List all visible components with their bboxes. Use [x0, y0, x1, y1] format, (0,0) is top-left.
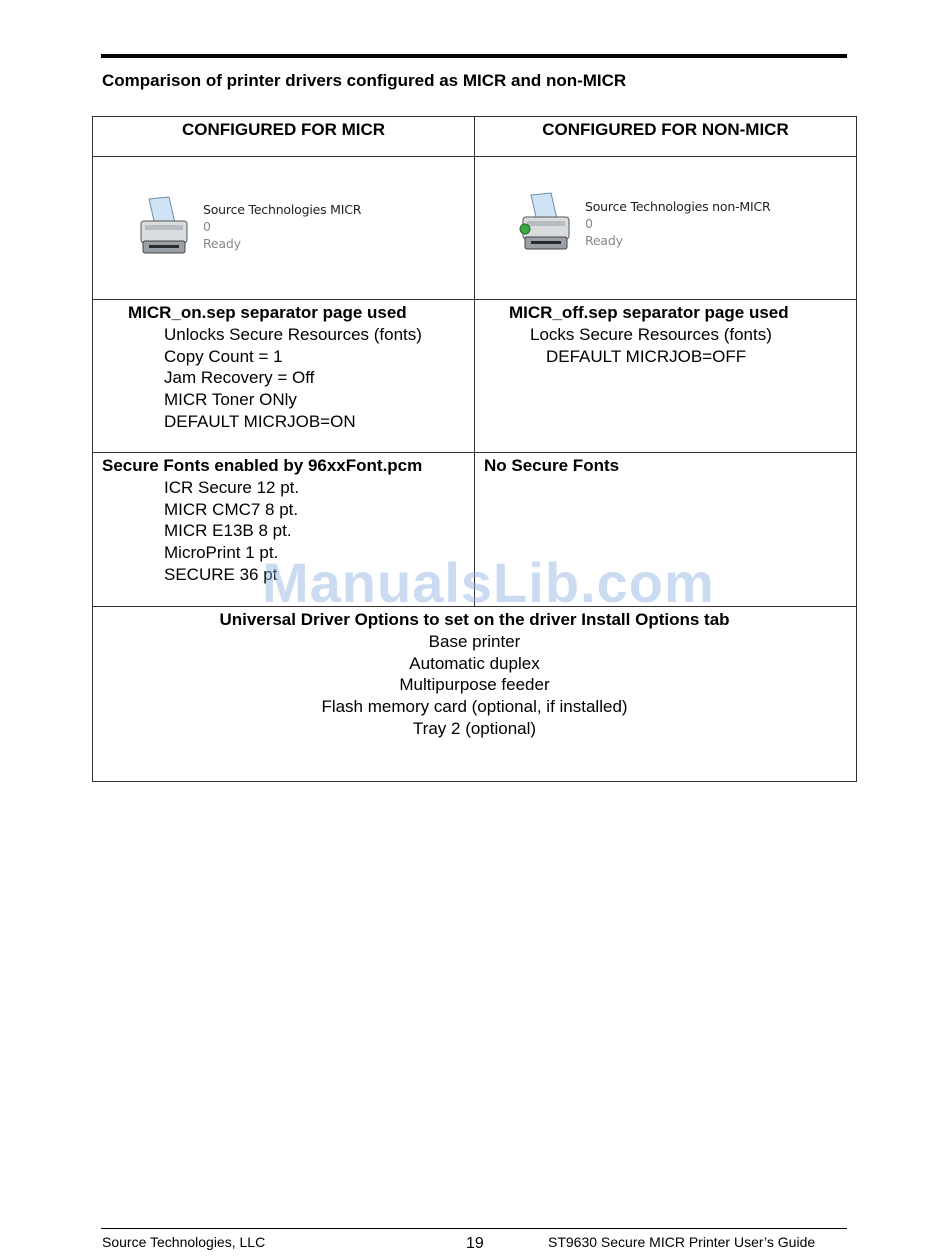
ready-indicator-icon [520, 224, 530, 234]
printer-icon [135, 195, 193, 259]
font-item: MicroPrint 1 pt. [164, 543, 279, 563]
universal-item: Base printer [428, 631, 521, 651]
separator-row [93, 300, 857, 453]
fonts-cell-micr [93, 453, 475, 607]
fonts-heading: Secure Fonts enabled by 96xxFont.pcm [102, 456, 423, 475]
font-item: ICR Secure 12 pt. [164, 477, 300, 497]
header-row [93, 117, 857, 157]
separator-item: DEFAULT MICRJOB=OFF [546, 346, 747, 366]
separator-cell-non-micr [475, 300, 857, 453]
top-rule [101, 54, 847, 58]
font-item: MICR CMC7 8 pt. [164, 499, 299, 519]
printer-count: 0 [585, 216, 593, 231]
universal-item: Multipurpose feeder [399, 675, 550, 695]
separator-item: Jam Recovery = Off [164, 368, 315, 388]
separator-item: Copy Count = 1 [164, 346, 283, 366]
fonts-cell-non-micr [475, 453, 857, 607]
separator-item: DEFAULT MICRJOB=ON [164, 411, 356, 431]
printer-status: Ready [203, 236, 241, 251]
separator-cell-micr [93, 300, 475, 453]
universal-item: Automatic duplex [409, 653, 540, 673]
universal-item: Flash memory card (optional, if installed) [321, 697, 628, 717]
section-title: Comparison of printer drivers configured as MICR and non-MICR [102, 71, 627, 90]
separator-heading: MICR_off.sep separator page used [509, 303, 789, 322]
printer-cell-non-micr [475, 157, 857, 300]
footer-company: Source Technologies, LLC [102, 1234, 266, 1250]
bottom-rule [101, 1228, 847, 1229]
comparison-table [92, 116, 857, 782]
universal-heading: Universal Driver Options to set on the driver Install Options tab [219, 610, 730, 629]
printer-icon [517, 191, 575, 255]
footer-guide-title: ST9630 Secure MICR Printer User’s Guide [548, 1234, 816, 1250]
printer-name: Source Technologies non-MICR [585, 199, 771, 214]
font-item: MICR E13B 8 pt. [164, 521, 292, 541]
separator-item: MICR Toner ONly [164, 390, 297, 410]
printer-name: Source Technologies MICR [203, 202, 362, 217]
page-number: 19 [466, 1235, 484, 1252]
separator-item: Locks Secure Resources (fonts) [530, 324, 772, 344]
header-micr: CONFIGURED FOR MICR [93, 117, 475, 157]
universal-options-cell [93, 607, 857, 782]
separator-heading: MICR_on.sep separator page used [128, 303, 407, 322]
universal-item: Tray 2 (optional) [412, 718, 537, 738]
header-non-micr: CONFIGURED FOR NON-MICR [475, 117, 857, 157]
fonts-row [93, 453, 857, 607]
printer-icon-row [93, 157, 857, 300]
font-item: SECURE 36 pt [164, 564, 278, 584]
printer-status: Ready [585, 233, 623, 248]
fonts-heading: No Secure Fonts [484, 456, 620, 475]
watermark: ManualsLib.com [262, 551, 715, 614]
separator-item: Unlocks Secure Resources (fonts) [164, 324, 422, 344]
printer-count: 0 [203, 219, 211, 234]
universal-options-row [93, 607, 857, 782]
printer-cell-micr [93, 157, 475, 300]
